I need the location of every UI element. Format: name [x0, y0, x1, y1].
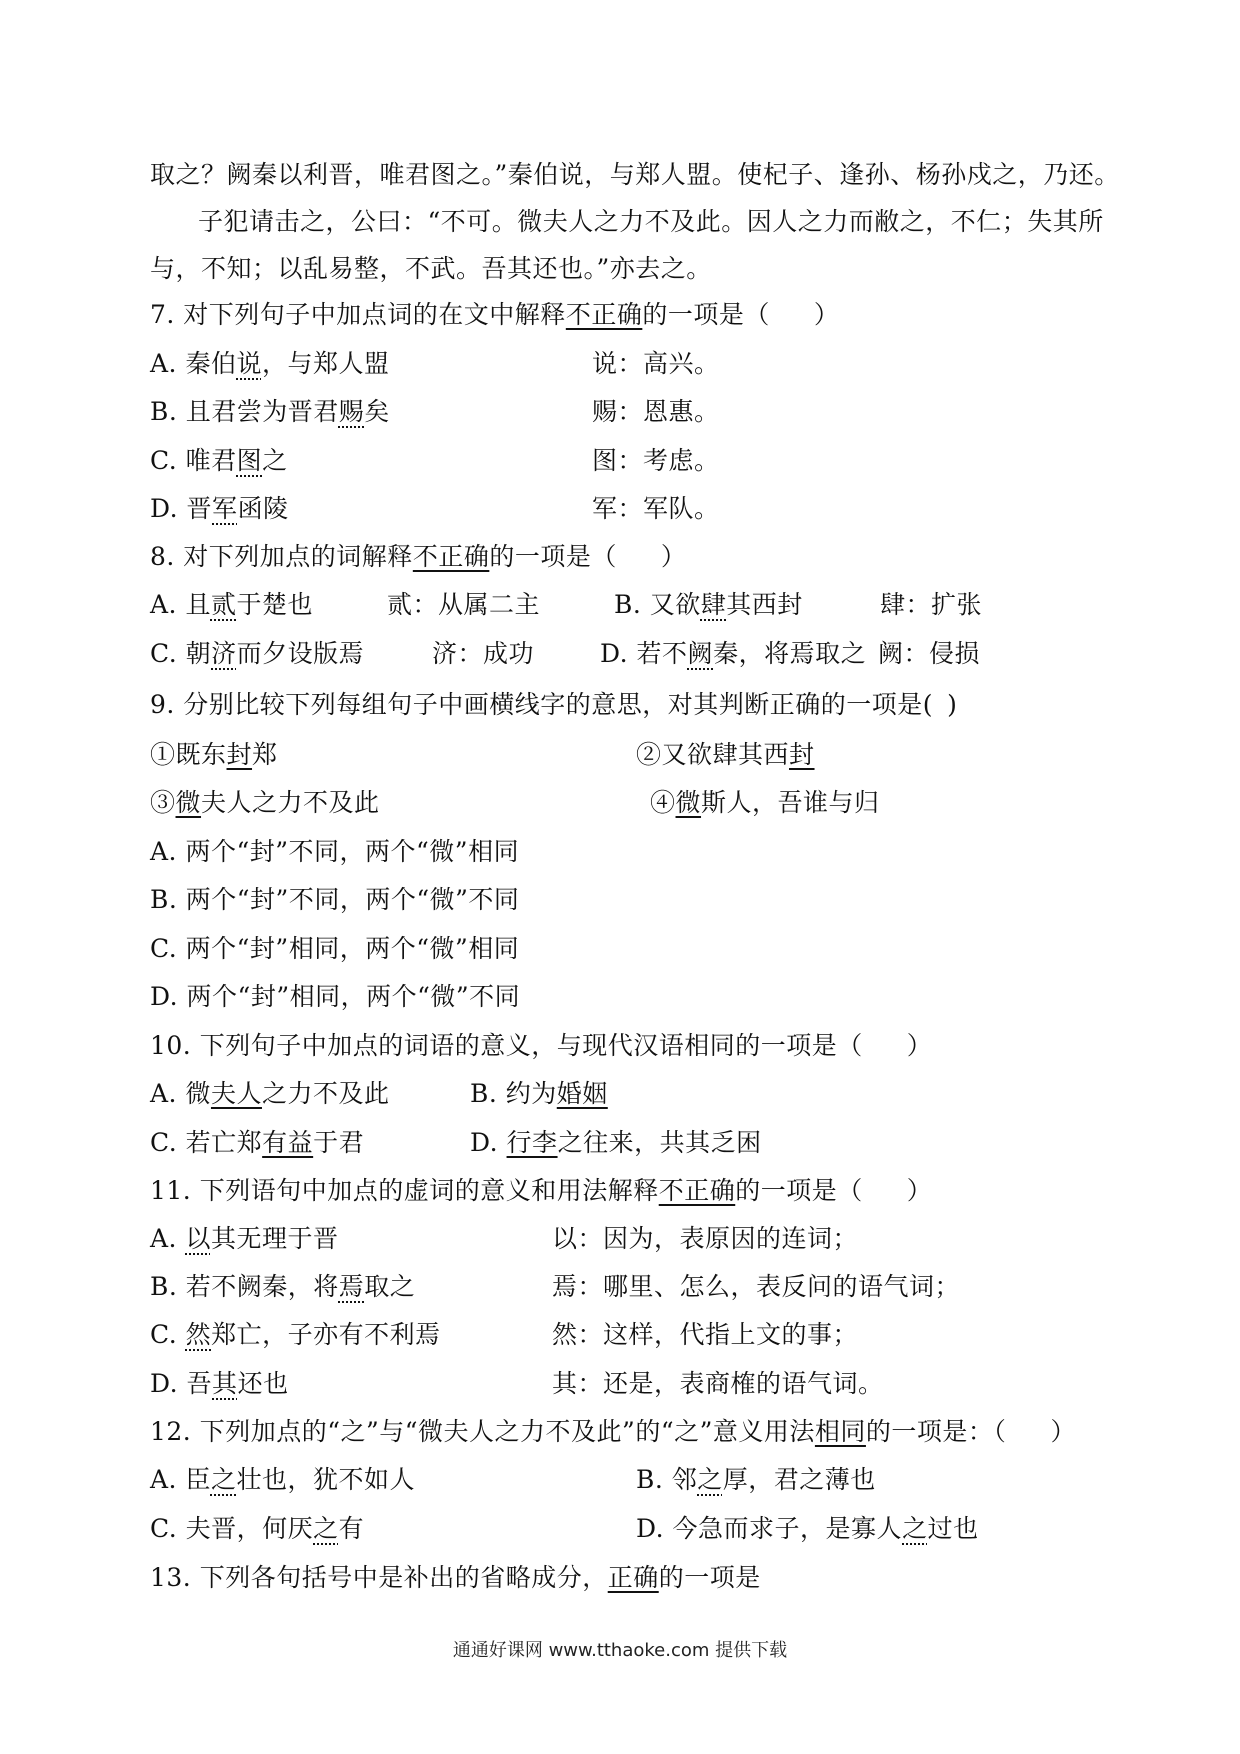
question-8-gloss-d: 阙：侵损 [878, 639, 981, 668]
question-11-gloss-c: 然：这样，代指上文的事； [552, 1320, 859, 1349]
question-8-gloss-a: 贰：从属二主 [387, 590, 541, 619]
question-11-gloss-a: 以：因为，表原因的连词； [552, 1224, 859, 1253]
question-11-option-d: D. 吾其还也 [150, 1369, 289, 1398]
question-9-option-d: D. 两个“封”相同，两个“微”不同 [150, 982, 521, 1011]
question-10-option-d: D. 行李之往来，共其乏困 [470, 1128, 762, 1157]
question-11-gloss-d: 其：还是，表商榷的语气词。 [552, 1369, 884, 1398]
question-11-option-b: B. 若不阙秦，将焉取之 [150, 1272, 416, 1301]
page-footer: 通通好课网 www.tthaoke.com 提供下载 [452, 1640, 788, 1661]
question-9-option-c: C. 两个“封”相同，两个“微”相同 [150, 934, 520, 963]
passage-line-1: 取之？阙秦以利晋，唯君图之。”秦伯说，与郑人盟。使杞子、逢孙、杨孙戍之，乃还。 [150, 160, 1120, 189]
question-7-option-a: A. 秦伯说，与郑人盟 [150, 349, 390, 378]
question-9-sentence-2: ②又欲肆其西封 [636, 740, 815, 769]
question-12-stem: 12. 下列加点的“之”与“微夫人之力不及此”的“之”意义用法相同的一项是：（ ） [150, 1417, 1076, 1446]
question-7-gloss-c: 图：考虑。 [592, 446, 720, 475]
question-10-option-c: C. 若亡郑有益于君 [150, 1128, 365, 1157]
question-10-stem: 10. 下列句子中加点的词语的意义，与现代汉语相同的一项是（ ） [150, 1031, 933, 1060]
question-11-option-a: A. 以其无理于晋 [150, 1224, 339, 1253]
question-7-option-c: C. 唯君图之 [150, 446, 288, 475]
question-12-option-b: B. 邻之厚，君之薄也 [636, 1465, 876, 1494]
question-7-gloss-a: 说：高兴。 [592, 349, 720, 378]
question-7-stem: 7. 对下列句子中加点词的在文中解释不正确的一项是（ ） [150, 300, 840, 329]
passage-line-3: 与，不知；以乱易整，不武。吾其还也。”亦去之。 [150, 254, 712, 283]
question-9-option-b: B. 两个“封”不同，两个“微”不同 [150, 885, 520, 914]
question-11-gloss-b: 焉：哪里、怎么，表反问的语气词； [552, 1272, 961, 1301]
passage-line-2: 子犯请击之，公曰：“不可。微夫人之力不及此。因人之力而敝之，不仁；失其所 [198, 207, 1104, 236]
question-10-option-b: B. 约为婚姻 [470, 1079, 608, 1108]
question-11-stem: 11. 下列语句中加点的虚词的意义和用法解释不正确的一项是（ ） [150, 1176, 933, 1205]
question-12-option-d: D. 今急而求子，是寡人之过也 [636, 1514, 979, 1543]
question-9-sentence-3: ③微夫人之力不及此 [150, 788, 380, 817]
question-9-sentence-1: ①既东封郑 [150, 740, 278, 769]
question-9-sentence-4: ④微斯人，吾谁与归 [650, 788, 880, 817]
question-9-stem: 9. 分别比较下列每组句子中画横线字的意思，对其判断正确的一项是( ) [150, 690, 958, 719]
question-8-option-a: A. 且贰于楚也 [150, 590, 313, 619]
question-8-option-c: C. 朝济而夕设版焉 [150, 639, 365, 668]
question-12-option-a: A. 臣之壮也，犹不如人 [150, 1465, 415, 1494]
question-7-gloss-d: 军：军队。 [592, 494, 720, 523]
question-8-gloss-c: 济：成功 [432, 639, 535, 668]
question-13-stem: 13. 下列各句括号中是补出的省略成分，正确的一项是 [150, 1563, 761, 1592]
question-10-option-a: A. 微夫人之力不及此 [150, 1079, 390, 1108]
question-12-option-c: C. 夫晋，何厌之有 [150, 1514, 365, 1543]
question-8-stem: 8. 对下列加点的词解释不正确的一项是（ ） [150, 542, 687, 571]
question-8-option-d: D. 若不阙秦，将焉取之 [600, 639, 867, 668]
question-7-gloss-b: 赐：恩惠。 [592, 397, 720, 426]
question-8-option-b: B. 又欲肆其西封 [614, 590, 803, 619]
question-11-option-c: C. 然郑亡，子亦有不利焉 [150, 1320, 441, 1349]
question-7-option-d: D. 晋军函陵 [150, 494, 289, 523]
question-8-gloss-b: 肆：扩张 [880, 590, 983, 619]
question-7-option-b: B. 且君尝为晋君赐矣 [150, 397, 390, 426]
question-9-option-a: A. 两个“封”不同，两个“微”相同 [150, 837, 520, 866]
